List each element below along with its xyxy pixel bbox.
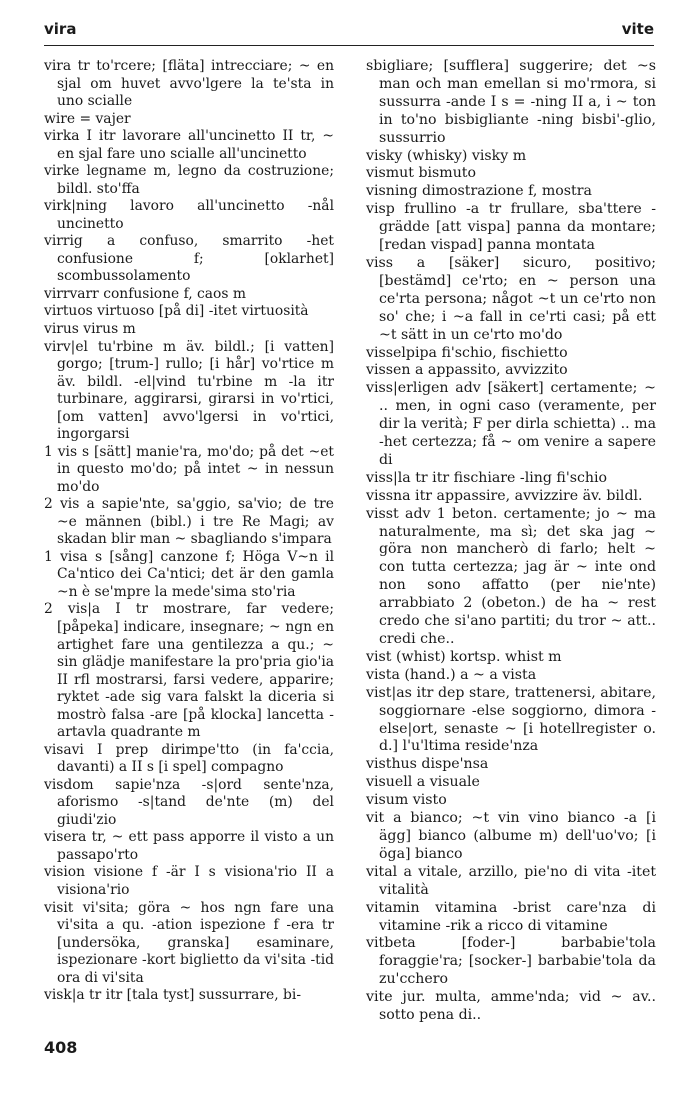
dictionary-entry: virka I itr lavorare all'uncinetto II tr, ~ en sjal fare uno scialle all'uncinetto <box>44 128 334 162</box>
dictionary-entry: vista (hand.) a ~ a vista <box>366 666 537 683</box>
left-column <box>44 58 334 1005</box>
dictionary-entry: virk|ning lavoro all'uncinetto -nål uncinetto <box>44 198 334 232</box>
dictionary-entry: wire = vajer <box>44 110 131 127</box>
dictionary-entry: virv|el tu'rbine m äv. bildl.; [i vatten] gorgo; [trum-] rullo; [i hår] vo'rtice m äv. bildl. -el|vind tu'rbine m -la itr turbinare, aggirarsi, girarsi in vo'rtici, [om vatten] avvo'lgersi in vo'rtici, ingorgarsi <box>44 338 334 443</box>
dictionary-entry: viss|la tr itr fischiare -ling fi'schio <box>366 469 608 486</box>
dictionary-entry: visselpipa fi'schio, fischietto <box>366 344 568 361</box>
dictionary-entry: viss|erligen adv [säkert] certamente; ~ .. men, in ogni caso (veramente, per dir la verità; F per dirla schietta) .. ma -het certezza; få ~ om venire a sapere di <box>366 380 656 468</box>
dictionary-entry: vision visione f -är I s visiona'rio II a visiona'rio <box>44 864 334 898</box>
dictionary-entry: viss a [säker] sicuro, positivo; [bestämd] ce'rto; en ~ person una ce'rta persona; något ~t un ce'rto non so' che; i ~a fall in ce'rti casi; på ett ~t sätt in un ce'rto mo'do <box>366 254 656 343</box>
dictionary-entry: vist|as itr dep stare, trattenersi, abitare, soggiornare -else soggiorno, dimora -else|ort, senaste ~ [i hotellregister o. d.] l'u'ltima reside'nza <box>366 684 656 755</box>
dictionary-entry: 1 visa s [sång] canzone f; Höga V~n il Ca'ntico dei Ca'ntici; det är den gamla ~n è se'mpre la mede'sima sto'ria <box>44 548 334 600</box>
dictionary-entry: vite jur. multa, amme'nda; vid ~ av.. sotto pena di.. <box>366 989 656 1024</box>
dictionary-entry: visp frullino -a tr frullare, sba'ttere -grädde [att vispa] panna da montare; [redan vispad] panna montata <box>366 201 656 254</box>
dictionary-entry: vitbeta [foder-] barbabie'tola foraggie'ra; [socker-] barbabie'tola da zu'cchero <box>366 935 656 988</box>
dictionary-entry: visky (whisky) visky m <box>366 147 527 164</box>
dictionary-entry: visit vi'sita; göra ~ hos ngn fare una vi'sita a qu. -ation ispezione f -era tr [undersöka, granska] esaminare, ispezionare -kort biglietto da vi'sita -tid ora di vi'sita <box>44 899 334 986</box>
dictionary-entry: virtuos virtuoso [på di] -itet virtuosità <box>44 303 309 320</box>
dictionary-entry: virke legname m, legno da costruzione; bildl. sto'ffa <box>44 163 334 197</box>
dictionary-entry: vira tr to'rcere; [fläta] intrecciare; ~ en sjal om huvet avvo'lgere la te'sta in uno scialle <box>44 58 334 110</box>
dictionary-entry: vismut bismuto <box>366 165 477 182</box>
page-number: 408 <box>44 1038 78 1057</box>
dictionary-entry: visk|a tr itr [tala tyst] sussurrare, bi- <box>44 987 302 1004</box>
header-last-word: vite <box>621 20 654 38</box>
dictionary-entry: vist (whist) kortsp. whist m <box>366 648 562 665</box>
running-header <box>44 16 654 46</box>
dictionary-entry: vit a bianco; ~t vin vino bianco -a [i ägg] bianco (albume m) dell'uo'vo; [i öga] bianco <box>366 810 656 862</box>
dictionary-entry: 2 vis|a I tr mostrare, far vedere; [påpeka] indicare, insegnare; ~ ngn en artighet fare una gentilezza a qu.; ~ sin glädje manifestare la pro'pria gio'ia II rfl mostrarsi, farsi vedere, apparire; ryktet -ade sig vara falskt la diceria si mostrò falsa -are [på klocka] lancetta -artavla quadrante m <box>44 601 334 741</box>
dictionary-entry: vissna itr appassire, avvizzire äv. bildl. <box>366 487 643 504</box>
dictionary-entry: visera tr, ~ ett pass apporre il visto a un passapo'rto <box>44 829 334 863</box>
dictionary-entry: vissen a appassito, avvizzito <box>366 362 568 379</box>
dictionary-entry: virus virus m <box>44 320 136 337</box>
dictionary-entry: visst adv 1 beton. certamente; jo ~ ma naturalmente, ma sì; det ska jag ~ göra non mancherò di farlo; helt ~ con tutta certezza; jag är ~ inte ond non sono affatto (per nie'nte) arrabbiato 2 (obeton.) de ha ~ rest credo che si'ano partiti; du tror ~ att.. credi che.. <box>366 505 656 647</box>
dictionary-entry: sbigliare; [sufflera] suggerire; det ~s man och man emellan si mo'rmora, si sussurra -ande I s = -ning II a, i ~ ton in to'no bisbigliante -ning bisbi'-glio, sussurrio <box>366 58 656 146</box>
dictionary-entry: visning dimostrazione f, mostra <box>366 183 592 200</box>
dictionary-entry: visdom sapie'nza -s|ord sente'nza, aforismo -s|tand de'nte (m) del giudi'zio <box>44 776 334 828</box>
dictionary-entry: virrvarr confusione f, caos m <box>44 285 247 302</box>
right-column <box>366 58 656 1025</box>
dictionary-entry: visthus dispe'nsa <box>366 756 489 773</box>
dictionary-entry: virrig a confuso, smarrito -het confusione f; [oklarhet] scombussolamento <box>44 233 334 285</box>
dictionary-entry: vitamin vitamina -brist care'nza di vitamine -rik a ricco di vitamine <box>366 899 656 934</box>
header-first-word: vira <box>44 20 77 38</box>
dictionary-entry: visum visto <box>366 792 447 809</box>
dictionary-entry: visuell a visuale <box>366 774 480 791</box>
dictionary-entry: 2 vis a sapie'nte, sa'ggio, sa'vio; de tre ~e männen (bibl.) i tre Re Magi; av skadan blir man ~ sbagliando s'impara <box>44 496 334 548</box>
dictionary-entry: visavi I prep dirimpe'tto (in fa'ccia, davanti) a II s [i spel] compagno <box>44 741 334 776</box>
dictionary-entry: vital a vitale, arzillo, pie'no di vita -itet vitalità <box>366 863 656 898</box>
dictionary-entry: 1 vis s [sätt] manie'ra, mo'do; på det ~et in questo mo'do; på intet ~ in nessun mo'do <box>44 443 334 495</box>
